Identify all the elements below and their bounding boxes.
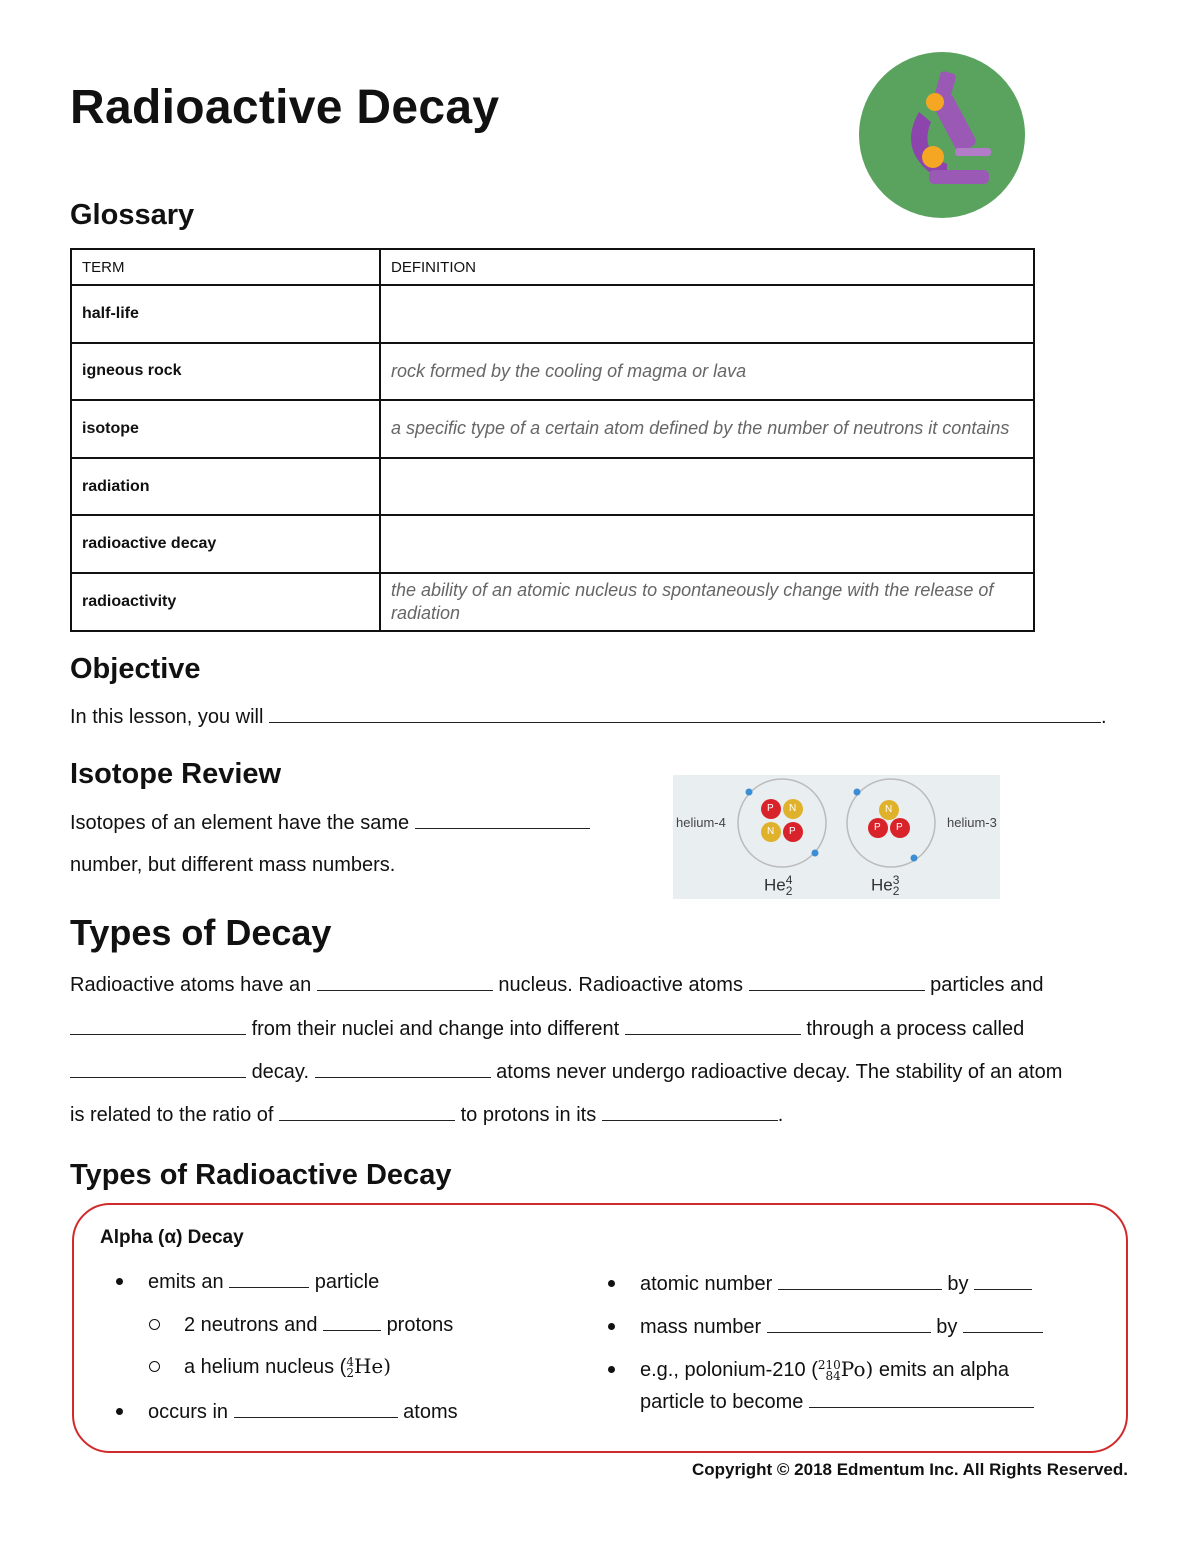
electron [911,855,918,862]
objective-text: In this lesson, you will [70,706,264,728]
isotope-text-1: Isotopes of an element have the same [70,812,410,834]
term-cell: radioactive decay [71,515,380,573]
alpha-blank[interactable] [234,1400,398,1418]
decay-line-4: is related to the ratio of to protons in its . [70,1104,784,1126]
table-row [71,515,1034,573]
bullet-dot [608,1280,615,1287]
table-row [71,458,1034,516]
decay-blank[interactable] [602,1103,778,1121]
table-row [71,400,1034,458]
table-row [71,573,1034,631]
sub-bullet [149,1361,160,1372]
table-header-row [71,249,1034,285]
term-cell: half-life [71,285,380,343]
microscope-icon [859,52,1025,218]
decay-blank[interactable] [315,1060,491,1078]
alpha-blank[interactable] [323,1313,381,1331]
definition-cell[interactable] [380,458,1034,516]
decay-line-2: from their nuclei and change into different through a process called [70,1017,1024,1040]
alpha-blank[interactable] [974,1272,1032,1290]
alpha-blank[interactable] [229,1270,309,1288]
decay-blank[interactable] [749,973,925,991]
helium-4-label: helium-4 [676,815,726,830]
microscope-logo [859,52,1025,218]
decay-line-3: decay. atoms never undergo radioactive decay. The stability of an atom [70,1060,1062,1083]
alpha-decay-title: Alpha (α) Decay [100,1227,244,1248]
alpha-blank[interactable] [963,1315,1043,1333]
definition-cell: a specific type of a certain atom defined by the number of neutrons it contains [380,400,1034,458]
proton-letter: P [896,822,903,833]
alpha-blank[interactable] [809,1390,1034,1408]
term-cell: igneous rock [71,343,380,401]
neutron-letter: N [789,803,797,814]
bullet-dot [116,1408,123,1415]
decay-blank[interactable] [317,973,493,991]
alpha-helium-nucleus: a helium nucleus (4 2He) [184,1355,391,1379]
electron [812,850,819,857]
alpha-mass-number: mass number by [640,1315,1043,1338]
objective-line [70,705,1107,728]
term-cell: radioactivity [71,573,380,631]
alpha-atomic-number: atomic number by [640,1272,1032,1295]
copyright: Copyright © 2018 Edmentum Inc. All Rights Reserved. [691,1460,1128,1479]
definition-cell: the ability of an atomic nucleus to spontaneously change with the release of radiation [380,573,1034,631]
isotope-review-heading: Isotope Review [70,758,282,790]
alpha-blank[interactable] [767,1315,931,1333]
proton-letter: P [874,822,881,833]
types-of-decay-heading: Types of Decay [70,912,332,953]
table-row [71,343,1034,401]
table-row [71,285,1034,343]
proton-letter: P [767,803,774,814]
decay-line-1: Radioactive atoms have an nucleus. Radioactive atoms particles and [70,974,1044,996]
types-radioactive-heading: Types of Radioactive Decay [70,1159,452,1191]
glossary-table [70,248,1035,632]
decay-blank[interactable] [70,1060,246,1078]
alpha-emits: emits an particle [148,1270,379,1293]
helium-3-label: helium-3 [947,815,997,830]
alpha-occurs: occurs in atoms [148,1400,458,1423]
definition-cell[interactable] [380,515,1034,573]
alpha-example: e.g., polonium-210 (210 84Po) emits an alpha [640,1358,1009,1382]
isotope-blank[interactable] [415,811,590,829]
bullet-dot [608,1323,615,1330]
term-cell: radiation [71,458,380,516]
alpha-blank[interactable] [778,1272,942,1290]
col-definition-header: DEFINITION [380,249,1034,285]
atom-diagram [673,775,1000,899]
objective-blank[interactable] [269,705,1101,723]
glossary-heading: Glossary [70,199,195,231]
decay-blank[interactable] [625,1017,801,1035]
objective-heading: Objective [70,653,201,685]
he3-symbol: He3 2 [871,873,900,898]
definition-cell: rock formed by the cooling of magma or lava [380,343,1034,401]
decay-blank[interactable] [279,1103,455,1121]
he4-symbol: He4 2 [764,873,793,898]
bullet-dot [116,1278,123,1285]
definition-cell[interactable] [380,285,1034,343]
alpha-example-cont: particle to become [640,1390,1034,1413]
col-term-header: TERM [71,249,380,285]
electron [854,789,861,796]
bullet-dot [608,1366,615,1373]
sub-bullet [149,1319,160,1330]
proton-letter: P [789,826,796,837]
electron [746,789,753,796]
term-cell: isotope [71,400,380,458]
alpha-neutrons: 2 neutrons and protons [184,1313,453,1336]
decay-blank[interactable] [70,1017,246,1035]
page-title: Radioactive Decay [70,81,500,134]
neutron-letter: N [767,826,775,837]
objective-period: . [1100,706,1107,728]
isotope-line-1 [70,811,590,834]
helium-isotopes-image [673,775,1000,899]
neutron-letter: N [885,804,893,815]
isotope-line-2: number, but different mass numbers. [70,854,396,876]
